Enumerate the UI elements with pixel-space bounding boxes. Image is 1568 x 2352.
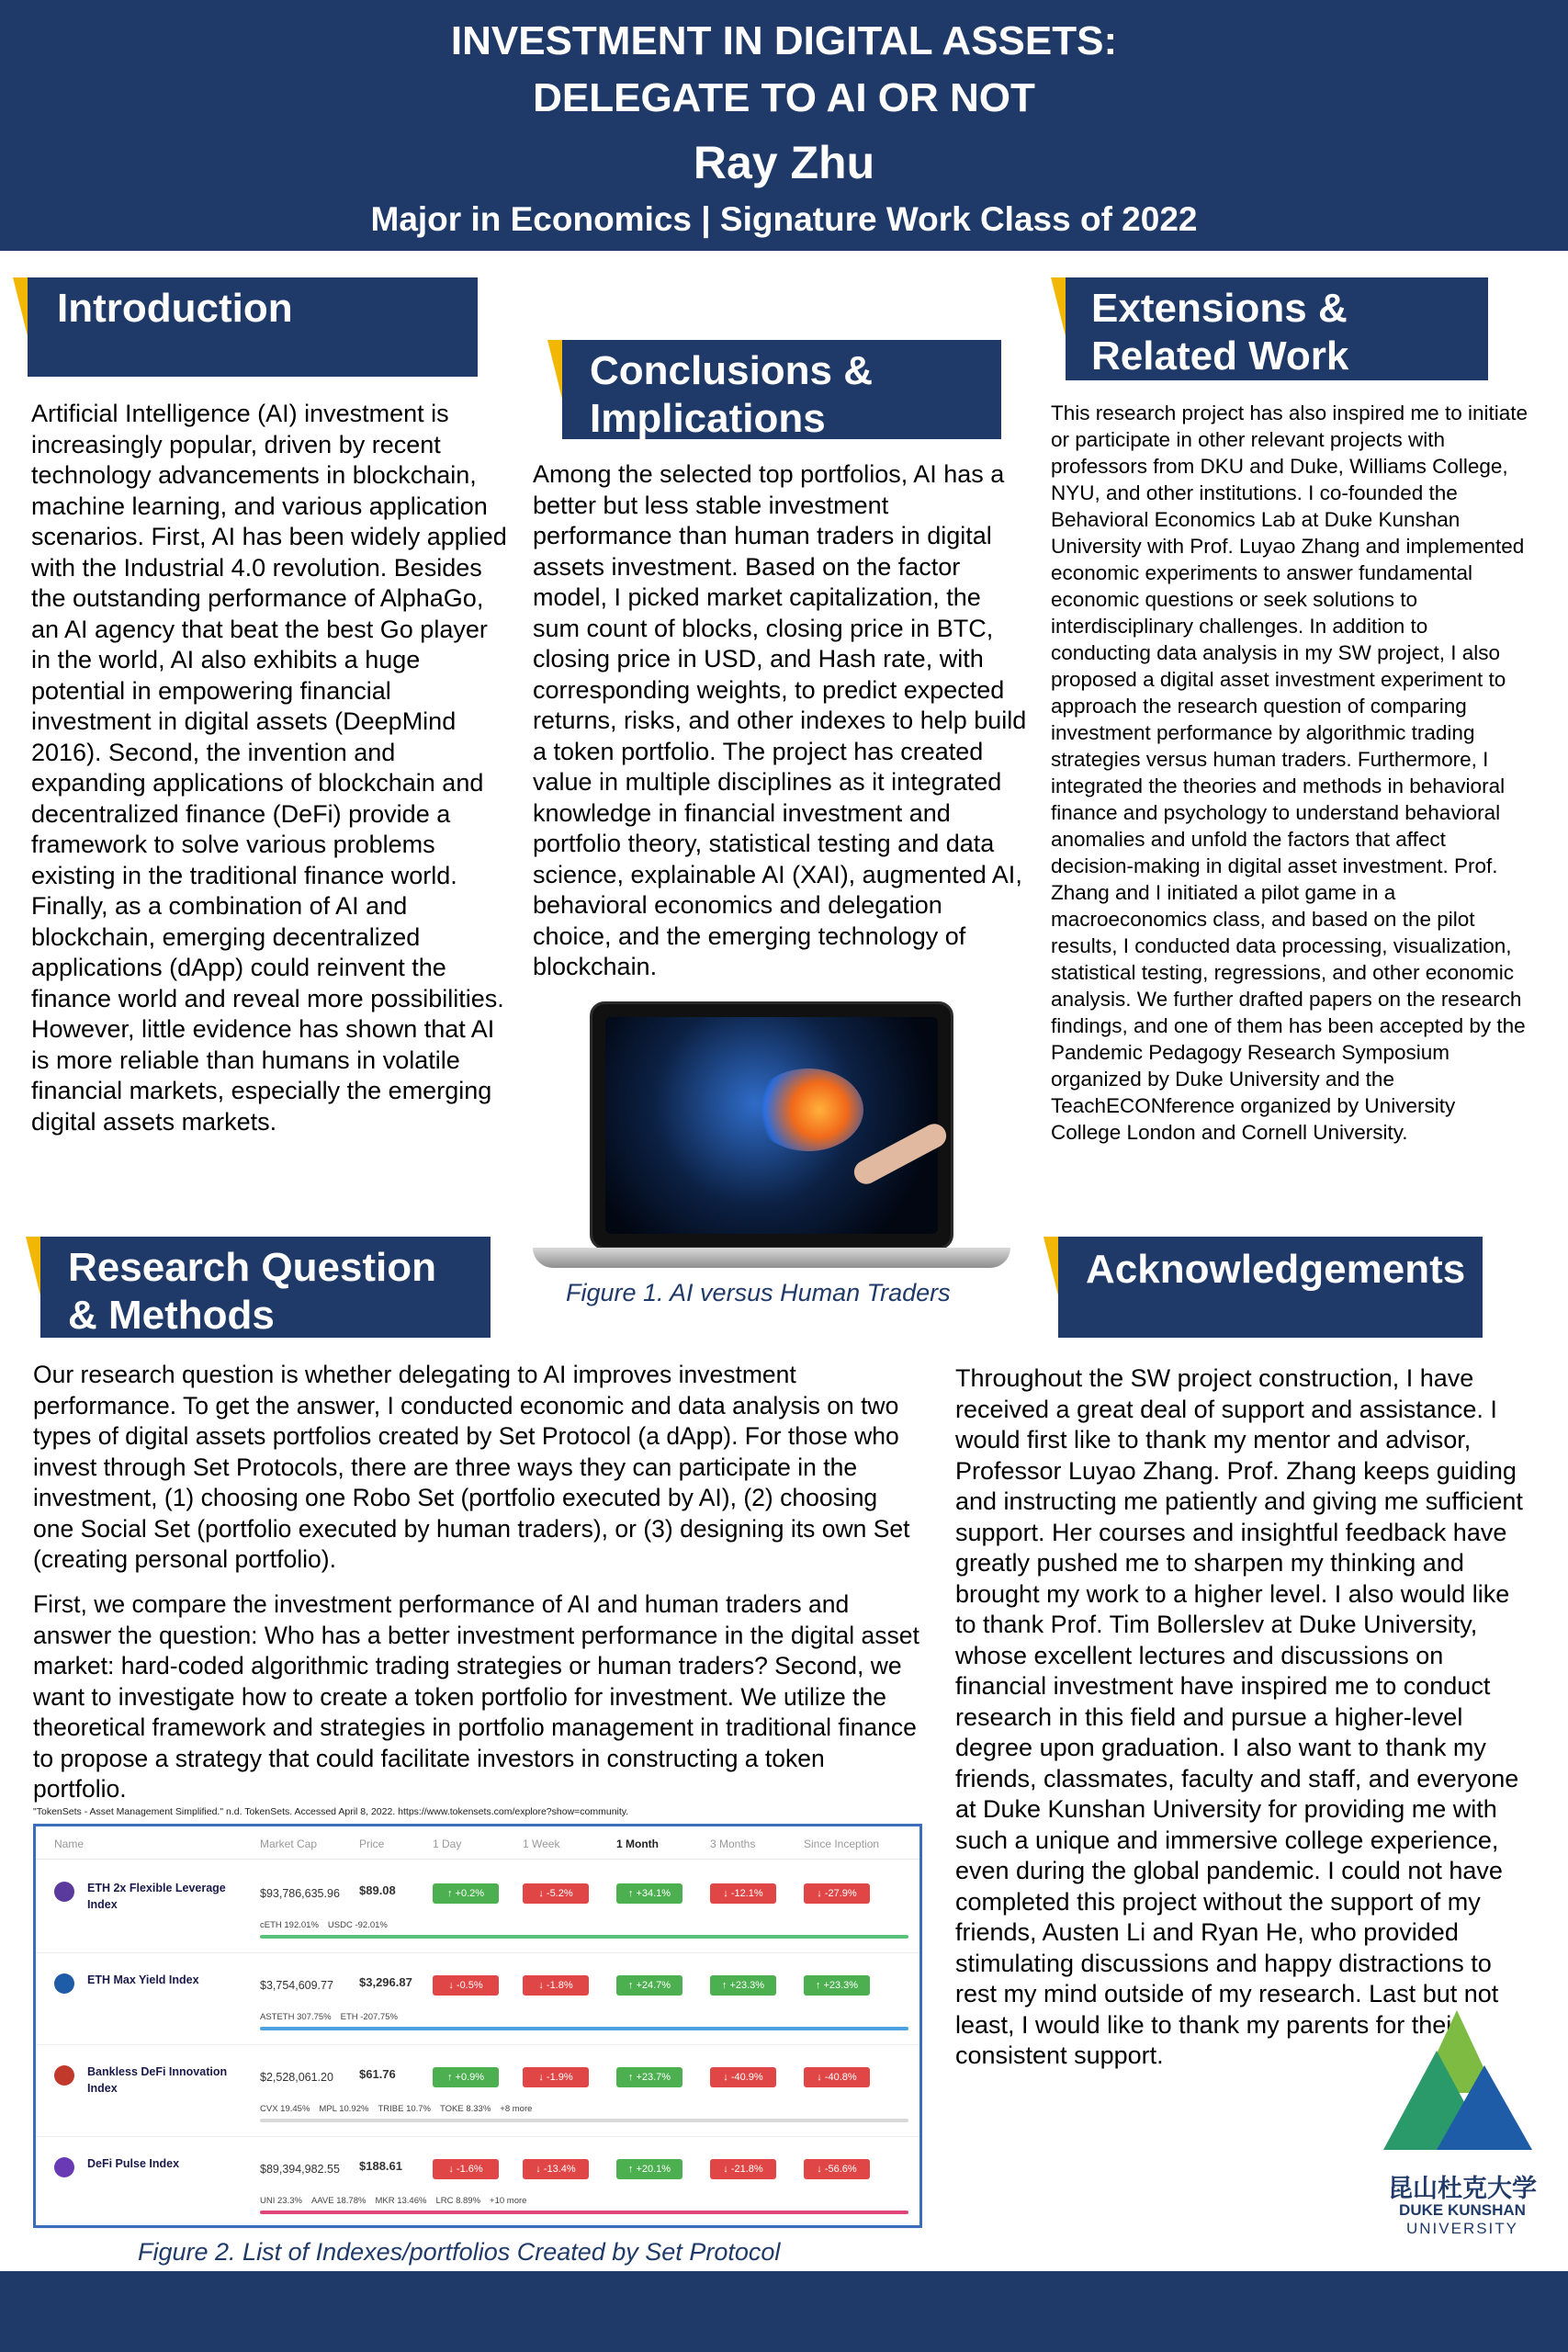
change-badge-w1 xyxy=(523,2159,589,2179)
composition-item: AAVE 18.78% xyxy=(310,2196,367,2206)
change-arrow-icon: ↓ xyxy=(817,1888,825,1899)
market-cap: $89,394,982.55 xyxy=(260,2163,340,2176)
change-badge-m3 xyxy=(710,2159,776,2179)
change-arrow-icon: ↑ xyxy=(446,2072,456,2083)
acknowledgements-body: Throughout the SW project construction, I have received a great deal of support and assistance. I would first like to thank my mentor and advisor, Professor Luyao Zhang. Prof. Zhang keeps guiding and instructing me patiently and giving me sufficient support. Her courses and insightful feedback have greatly pushed me to sharpen my thinking and brought my work to a higher level. I also would like to thank Prof. Tim Bollerslev at Duke University, whose excellent lectures and discussions on financial investment have inspired me to conduct research in this field and pursue a higher-level degree upon graduation. I also want to thank my friends, classmates, faculty and staff, and everyone at Duke Kunshan University for providing me with such a unique and immersive college experience, even during the global pandemic. I could not have completed this project without the support of my friends, Austen Li and Ryan He, who provided stimulating discussions and happy distractions to rest my mind outside of my research. Last but not least, I would like to thank my parents for their consistent support. xyxy=(955,1364,1523,2069)
col-market-cap: Market Cap xyxy=(260,1838,318,1850)
composition-list xyxy=(260,2012,407,2022)
table-row[interactable] xyxy=(36,2045,919,2137)
change-arrow-icon: ↓ xyxy=(538,1888,547,1899)
change-badge-w1 xyxy=(523,1883,589,1904)
change-badge-d1 xyxy=(433,1975,499,1996)
change-arrow-icon: ↓ xyxy=(817,2072,825,2083)
col-1-month[interactable]: 1 Month xyxy=(616,1838,659,1850)
set-protocol-index-table xyxy=(33,1824,922,2228)
title-line-1: INVESTMENT IN DIGITAL ASSETS: xyxy=(450,18,1118,63)
change-value: +34.1% xyxy=(636,1888,671,1899)
logo-english-line-1: DUKE KUNSHAN xyxy=(1399,2201,1526,2219)
allocation-bar xyxy=(260,2027,908,2030)
change-arrow-icon: ↓ xyxy=(448,1980,457,1991)
change-badge-m1 xyxy=(616,2067,682,2087)
change-value: -1.6% xyxy=(456,2164,483,2175)
table-row[interactable] xyxy=(36,2137,919,2229)
change-badge-d1 xyxy=(433,2067,499,2087)
change-value: -1.8% xyxy=(546,1980,573,1991)
market-cap: $3,754,609.77 xyxy=(260,1979,333,1992)
change-arrow-icon: ↓ xyxy=(723,2164,731,2175)
composition-list xyxy=(260,2104,541,2114)
conclusions-heading xyxy=(562,340,1001,439)
laptop-base xyxy=(533,1248,1010,1268)
change-value: -0.5% xyxy=(456,1980,483,1991)
col-1-day[interactable]: 1 Day xyxy=(433,1838,462,1850)
change-badge-w1 xyxy=(523,2067,589,2087)
change-value: -21.8% xyxy=(730,2164,763,2175)
brain-graphic xyxy=(753,1069,863,1151)
change-value: -40.8% xyxy=(824,2072,857,2083)
col-name: Name xyxy=(54,1838,85,1850)
change-arrow-icon: ↓ xyxy=(817,2164,825,2175)
extensions-heading-line-2: Related Work xyxy=(1091,334,1349,379)
acknowledgements-heading xyxy=(1058,1237,1483,1338)
index-token-icon xyxy=(54,1973,74,1994)
change-value: -12.1% xyxy=(730,1888,763,1899)
composition-item: TRIBE 10.7% xyxy=(378,2104,432,2114)
poster-footer xyxy=(0,2271,1568,2352)
research-heading xyxy=(40,1237,491,1338)
change-badge-m1 xyxy=(616,1883,682,1904)
duke-kunshan-logo xyxy=(1378,2010,1543,2240)
change-value: -5.2% xyxy=(546,1888,573,1899)
change-value: -27.9% xyxy=(824,1888,857,1899)
conclusions-heading-line-2: Implications xyxy=(590,396,826,441)
index-token-icon xyxy=(54,2157,74,2177)
laptop-screen xyxy=(590,1001,953,1250)
change-arrow-icon: ↑ xyxy=(721,1980,730,1991)
composition-item: USDC -92.01% xyxy=(327,1920,388,1930)
change-badge-d1 xyxy=(433,2159,499,2179)
research-heading-line-1: Research Question xyxy=(68,1245,437,1290)
change-badge-m1 xyxy=(616,1975,682,1996)
composition-item: UNI 23.3% xyxy=(260,2196,302,2206)
change-arrow-icon: ↓ xyxy=(538,1980,547,1991)
composition-item: +10 more xyxy=(490,2196,527,2206)
composition-item: LRC 8.89% xyxy=(435,2196,481,2206)
table-header xyxy=(36,1826,919,1860)
composition-item: cETH 192.01% xyxy=(260,1920,319,1930)
price: $188.61 xyxy=(359,2159,402,2173)
change-arrow-icon: ↑ xyxy=(627,1980,637,1991)
composition-item: MPL 10.92% xyxy=(319,2104,369,2114)
price: $89.08 xyxy=(359,1883,396,1897)
index-name[interactable]: DeFi Pulse Index xyxy=(87,2157,180,2170)
price: $61.76 xyxy=(359,2067,396,2081)
index-name[interactable]: ETH Max Yield Index xyxy=(87,1973,199,1986)
change-badge-si xyxy=(804,1883,870,1904)
author-name: Ray Zhu xyxy=(693,137,875,188)
change-badge-m1 xyxy=(616,2159,682,2179)
ai-vs-human-laptop-image xyxy=(533,1001,1010,1268)
composition-item: ETH -207.75% xyxy=(340,2012,398,2022)
change-arrow-icon: ↑ xyxy=(815,1980,824,1991)
research-body-1: Our research question is whether delegating to AI improves investment performance. To get the answer, I conducted economic and data analysis on two types of digital assets portfolios created by Set Protocol (a dApp). For those who invest through Set Protocols, there are three ways they can participate in the investment, (1) choosing one Robo Set (portfolio executed by AI), (2) choosing one Social Set (portfolio executed by human traders), or (3) designing its own Set (creating personal portfolio). xyxy=(33,1361,910,1573)
index-token-icon xyxy=(54,2065,74,2086)
composition-item: TOKE 8.33% xyxy=(440,2104,491,2114)
conclusions-body: Among the selected top portfolios, AI has a better but less stable investment performance than human traders in digital assets investment. Based on the factor model, I picked market capitalization, the sum count of blocks, closing price in BTC, closing price in USD, and Hash rate, with corresponding weights, to predict expected returns, risks, and other indexes to help build a token portfolio. The project has created value in multiple disciplines as it integrated knowledge in financial investment and portfolio theory, statistical testing and data science, explainable AI (XAI), augmented AI, behavioral economics and delegation choice, and the emerging technology of blockchain. xyxy=(533,460,1027,980)
introduction-heading-text: Introduction xyxy=(57,286,293,331)
col-since-inception[interactable]: Since Inception xyxy=(804,1838,880,1850)
composition-item: MKR 13.46% xyxy=(375,2196,427,2206)
change-arrow-icon: ↓ xyxy=(536,2164,544,2175)
col-price: Price xyxy=(359,1838,385,1850)
index-token-icon xyxy=(54,1882,74,1902)
allocation-bar xyxy=(260,2211,908,2214)
composition-item: ASTETH 307.75% xyxy=(260,2012,332,2022)
allocation-bar xyxy=(260,1935,908,1939)
figure-2-citation: "TokenSets - Asset Management Simplified." n.d. TokenSets. Accessed April 8, 2022. https://www.tokensets.com/explore?show=community. xyxy=(33,1806,629,1817)
figure-1-caption: Figure 1. AI versus Human Traders xyxy=(566,1279,951,1306)
introduction-body: Artificial Intelligence (AI) investment is increasingly popular, driven by recent technology advancements in blockchain, machine learning, and various application scenarios. First, AI has been widely applied with the Industrial 4.0 revolution. Besides the outstanding performance of AlphaGo, an AI agency that beat the best Go player in the world, AI also exhibits a huge potential in empowering financial investment in digital assets (DeepMind 2016). Second, the invention and expanding applications of blockchain and decentralized finance (DeFi) provide a framework to solve various problems existing in the traditional finance world. Finally, as a combination of AI and blockchain, emerging decentralized applications (dApp) could reinvent the finance world and reveal more possibilities. However, little evidence has shown that AI is more reliable than humans in volatile financial markets, especially the emerging digital assets markets. xyxy=(31,400,507,1136)
logo-chinese-name: 昆山杜克大学 xyxy=(1388,2175,1537,2203)
change-arrow-icon: ↓ xyxy=(448,2164,457,2175)
change-value: +20.1% xyxy=(636,2164,671,2175)
change-badge-d1 xyxy=(433,1883,499,1904)
change-badge-w1 xyxy=(523,1975,589,1996)
research-heading-line-2: & Methods xyxy=(68,1293,275,1338)
logo-english-line-2: UNIVERSITY xyxy=(1405,2220,1519,2237)
change-value: -13.4% xyxy=(543,2164,576,2175)
change-badge-m3 xyxy=(710,2067,776,2087)
figure-2-caption: Figure 2. List of Indexes/portfolios Created by Set Protocol xyxy=(138,2238,781,2266)
change-value: -40.9% xyxy=(730,2072,763,2083)
composition-list xyxy=(260,1920,397,1930)
introduction-heading xyxy=(28,277,478,377)
extensions-body: This research project has also inspired me to initiate or participate in other relevant projects with professors from DKU and Duke, Williams College, NYU, and other institutions. I co-founded the Behavioral Economics Lab at Duke Kunshan University with Prof. Luyao Zhang and implemented economic experiments to answer fundamental economic questions or seek solutions to interdisciplinary challenges. In addition to conducting data analysis in my SW project, I also proposed a digital asset investment experiment to approach the research question of comparing investment performance by algorithmic trading strategies versus human traders. Furthermore, I integrated the theories and methods in behavioral finance and psychology to understand behavioral anomalies and unfold the factors that affect decision-making in digital asset investment. Prof. Zhang and I initiated a pilot game in a macroeconomics class, and based on the pilot results, I conducted data processing, visualization, statistical testing, regressions, and other economic analysis. We further drafted papers on the research findings, and one of them has been accepted by the Pandemic Pedagogy Research Symposium organized by Duke University and the TeachECONference organized by University College London and Cornell University. xyxy=(1051,401,1528,1144)
change-badge-si xyxy=(804,2067,870,2087)
change-arrow-icon: ↑ xyxy=(446,1888,456,1899)
allocation-bar xyxy=(260,2119,908,2122)
change-value: +0.9% xyxy=(455,2072,485,2083)
extensions-heading-line-1: Extensions & xyxy=(1091,286,1348,331)
change-value: +23.7% xyxy=(636,2072,671,2083)
change-badge-si xyxy=(804,2159,870,2179)
table-row[interactable] xyxy=(36,1953,919,2045)
change-arrow-icon: ↑ xyxy=(627,1888,637,1899)
change-value: +23.3% xyxy=(729,1980,765,1991)
change-arrow-icon: ↓ xyxy=(538,2072,547,2083)
price: $3,296.87 xyxy=(359,1975,412,1989)
change-badge-m3 xyxy=(710,1975,776,1996)
logo-mountain-blue xyxy=(1437,2065,1532,2150)
market-cap: $2,528,061.20 xyxy=(260,2071,333,2084)
change-value: +24.7% xyxy=(636,1980,671,1991)
change-value: -1.9% xyxy=(546,2072,573,2083)
index-name[interactable]: Bankless DeFi Innovation Index xyxy=(87,2065,228,2095)
composition-list xyxy=(260,2196,536,2206)
col-3-months[interactable]: 3 Months xyxy=(710,1838,756,1850)
change-value: +23.3% xyxy=(823,1980,859,1991)
change-arrow-icon: ↓ xyxy=(723,2072,731,2083)
research-body-2: First, we compare the investment performance of AI and human traders and answer the question: Who has a better investment performance in the digital asset market: hard-coded algorithmic trading strategies or human traders? Second, we want to investigate how to create a token portfolio for investment. We utilize the theoretical framework and strategies in portfolio management in traditional finance to propose a strategy that could facilitate investors in constructing a token portfolio. xyxy=(33,1590,919,1803)
extensions-heading xyxy=(1066,277,1488,380)
composition-item: CVX 19.45% xyxy=(260,2104,310,2114)
table-row[interactable] xyxy=(36,1861,919,1953)
change-value: +0.2% xyxy=(455,1888,485,1899)
change-arrow-icon: ↑ xyxy=(627,2164,637,2175)
change-badge-si xyxy=(804,1975,870,1996)
title-line-2: DELEGATE TO AI OR NOT xyxy=(533,75,1035,120)
poster-header xyxy=(0,0,1568,251)
change-value: -56.6% xyxy=(824,2164,857,2175)
subtitle: Major in Economics | Signature Work Class of 2022 xyxy=(370,200,1198,238)
acknowledgements-heading-text: Acknowledgements xyxy=(1086,1247,1466,1292)
market-cap: $93,786,635.96 xyxy=(260,1887,340,1900)
index-name[interactable]: ETH 2x Flexible Leverage Index xyxy=(87,1882,226,1911)
change-arrow-icon: ↓ xyxy=(723,1888,731,1899)
change-badge-m3 xyxy=(710,1883,776,1904)
composition-item: +8 more xyxy=(500,2104,533,2114)
conclusions-heading-line-1: Conclusions & xyxy=(590,348,874,393)
change-arrow-icon: ↑ xyxy=(627,2072,637,2083)
col-1-week[interactable]: 1 Week xyxy=(523,1838,560,1850)
